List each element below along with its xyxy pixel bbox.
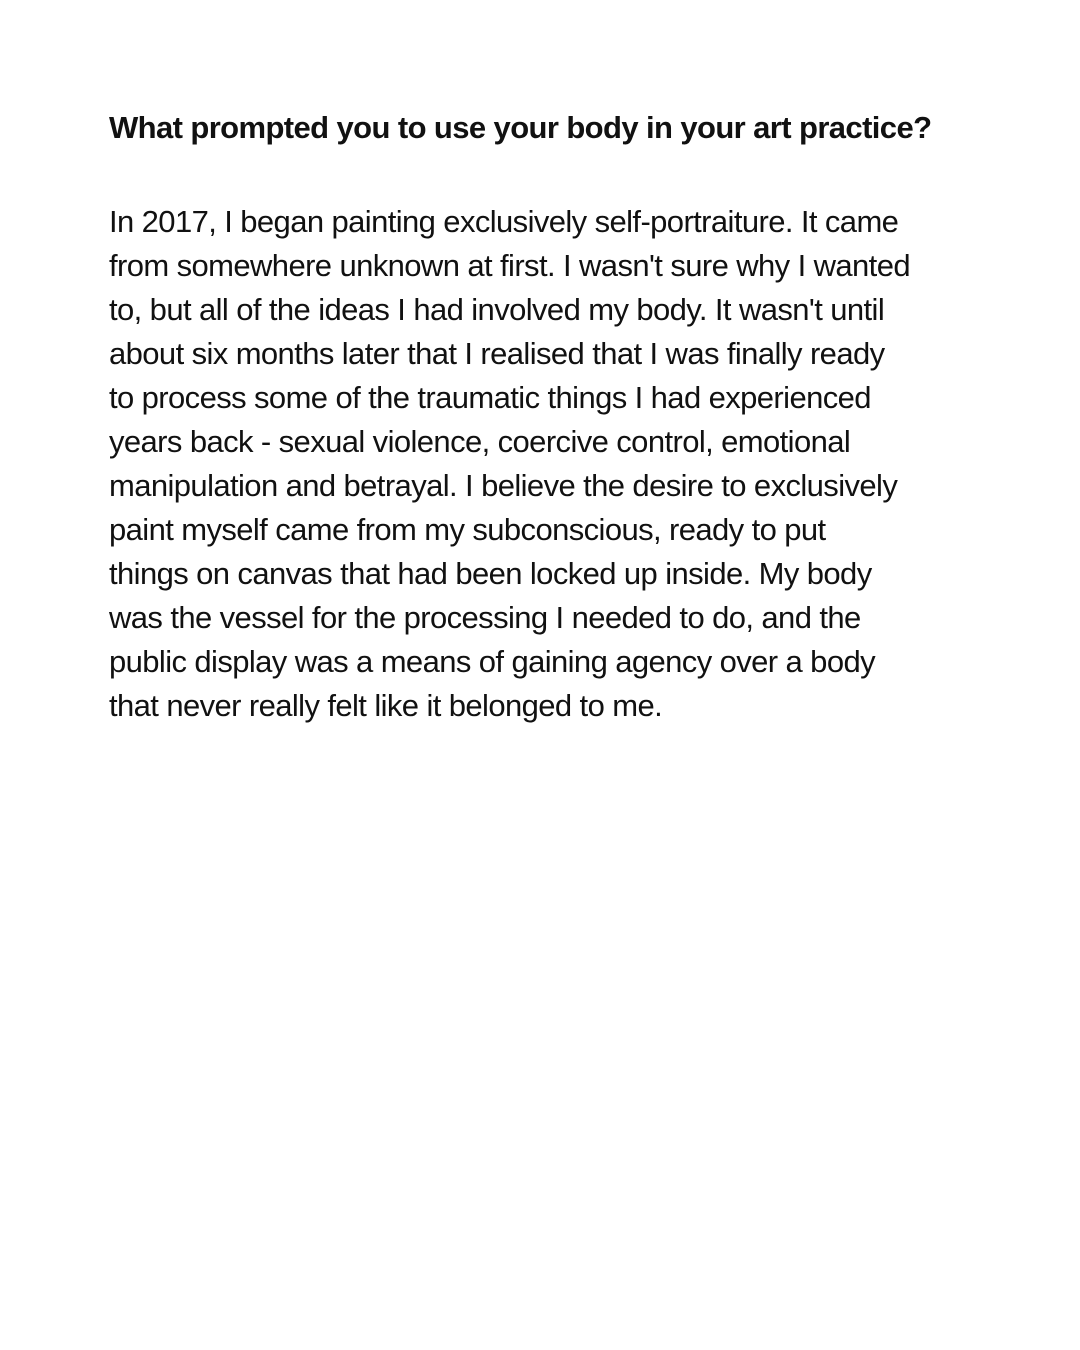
answer-line: about six months later that I realised that I was finally ready [109,336,885,371]
answer-line: was the vessel for the processing I needed to do, and the [109,600,861,635]
answer-line: to process some of the traumatic things I had experienced [109,380,871,415]
answer-line: from somewhere unknown at first. I wasn't sure why I wanted [109,248,910,283]
interview-question: What prompted you to use your body in your art practice? [109,110,932,145]
interview-page [109,108,979,728]
answer-line: that never really felt like it belonged to me. [109,688,663,723]
answer-line: In 2017, I began painting exclusively self-portraiture. It came [109,204,899,239]
interview-answer [109,200,979,728]
answer-line: years back - sexual violence, coercive control, emotional [109,424,851,459]
answer-line: to, but all of the ideas I had involved my body. It wasn't until [109,292,885,327]
answer-line: things on canvas that had been locked up inside. My body [109,556,872,591]
answer-line: public display was a means of gaining agency over a body [109,644,875,679]
answer-line: manipulation and betrayal. I believe the desire to exclusively [109,468,898,503]
answer-line: paint myself came from my subconscious, ready to put [109,512,826,547]
